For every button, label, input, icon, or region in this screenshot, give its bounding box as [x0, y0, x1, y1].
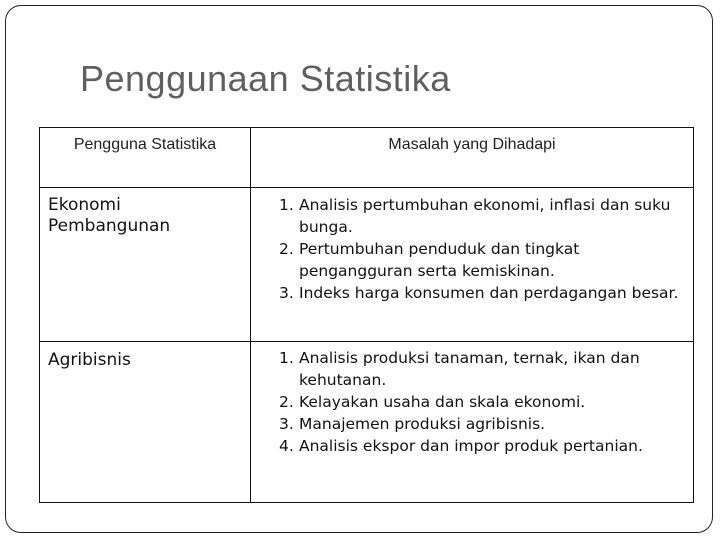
statistics-usage-table: [39, 127, 694, 503]
header-cell-user: [40, 128, 251, 188]
item-number: 1.: [279, 196, 294, 214]
list-item: [279, 347, 693, 391]
table-row: [40, 342, 694, 503]
item-text: Indeks harga konsumen dan perdagangan besar.: [299, 284, 679, 302]
item-text: Analisis produksi tanaman, ternak, ikan dan kehutanan.: [299, 349, 640, 389]
item-text: Analisis ekspor dan impor produk pertanian.: [299, 437, 643, 455]
user-cell: [40, 188, 251, 342]
issues-list: [251, 342, 693, 457]
user-label: Agribisnis: [48, 350, 131, 370]
header-cell-issues: [251, 128, 694, 188]
issues-cell: [251, 188, 694, 342]
list-item: [279, 282, 693, 304]
user-cell: [40, 342, 251, 503]
issues-cell: [251, 342, 694, 503]
list-item: [279, 238, 693, 282]
item-text: Kelayakan usaha dan skala ekonomi.: [299, 393, 586, 411]
item-number: 1.: [279, 349, 294, 367]
list-item: [279, 435, 693, 457]
issues-list: [251, 188, 693, 304]
item-text: Pertumbuhan penduduk dan tingkat pengangguran serta kemiskinan.: [299, 240, 580, 280]
header-user-label: Pengguna Statistika: [73, 136, 217, 153]
list-item: [279, 194, 693, 238]
user-label: Ekonomi Pembangunan: [48, 195, 171, 236]
list-item: [279, 413, 693, 435]
table-header-row: [40, 128, 694, 188]
item-number: 4.: [279, 437, 294, 455]
table-row: [40, 188, 694, 342]
item-text: Manajemen produksi agribisnis.: [299, 415, 546, 433]
header-issues-label: Masalah yang Dihadapi: [388, 136, 556, 153]
item-text: Analisis pertumbuhan ekonomi, inflasi dan suku bunga.: [299, 196, 671, 236]
item-number: 2.: [279, 240, 294, 258]
item-number: 3.: [279, 415, 294, 433]
list-item: [279, 391, 693, 413]
slide-title: Penggunaan Statistika: [80, 58, 451, 99]
item-number: 3.: [279, 284, 294, 302]
item-number: 2.: [279, 393, 294, 411]
